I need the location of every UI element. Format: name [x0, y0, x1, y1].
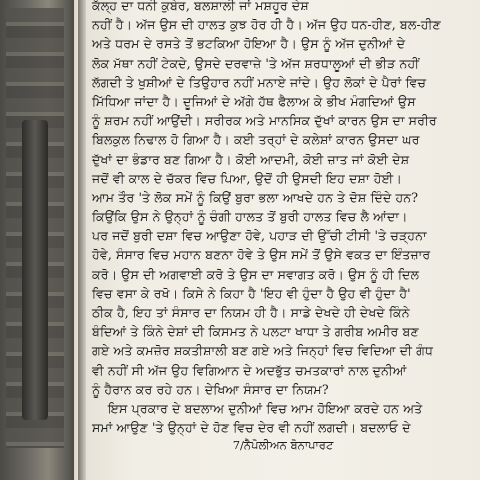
text-line: ਲੋਕ ਮੱਥਾ ਨਹੀਂ ਟੇਕਦੇ, ਉਸਦੇ ਦਰਵਾਜ਼ੇ 'ਤੇ ਅੱਜ ਸ਼ਰਧਾਲੂਆਂ ਦੀ ਭੀੜ ਨਹੀਂ	[92, 55, 420, 71]
paragraph-start-line: ਇਸ ਪ੍ਰਕਾਰ ਦੇ ਬਦਲਾਅ ਦੁਨੀਆਂ ਵਿਚ ਆਮ ਹੋਇਆ ਕਰਦੇ ਹਨ ਅਤੇ	[108, 400, 423, 416]
text-line: ਮਿੱਧਿਆ ਜਾਂਦਾ ਹੈ। ਦੂਜਿਆਂ ਦੇ ਅੱਗੇ ਹੱਥ ਫੈਲਾਅ ਕੇ ਭੀਖ ਮੰਗਦਿਆਂ ਉਸ	[92, 93, 416, 109]
text-line: ਹੋਵੇ, ਸੰਸਾਰ ਵਿਚ ਮਹਾਨ ਬਣਨਾ ਹੋਵੇ ਤੇ ਉਸ ਸਮੇਂ ਤੋਂ ਉਸੇ ਵਕਤ ਦਾ ਇੰਤਜ਼ਾਰ	[92, 247, 431, 263]
text-line: ਜਦੋਂ ਵੀ ਕਾਲ ਦੇ ਚੱਕਰ ਵਿਚ ਪਿਆ, ਉਦੋਂ ਹੀ ਉਸਦੀ ਇਹ ਦਸ਼ਾ ਹੋਈ।	[92, 170, 402, 186]
text-line: ਦੁੱਖਾਂ ਦਾ ਭੰਡਾਰ ਬਣ ਗਿਆ ਹੈ। ਕੋਈ ਆਦਮੀ, ਕੋਈ ਜ਼ਾਤ ਜਾਂ ਕੋਈ ਦੇਸ਼	[92, 151, 410, 167]
text-line: ਬੰਦਿਆਂ ਤੇ ਕਿੰਨੇ ਦੇਸ਼ਾਂ ਦੀ ਕਿਸਮਤ ਨੇ ਪਲਟਾ ਖਾਧਾ ਤੇ ਗਰੀਬ ਅਮੀਰ ਬਣ	[92, 324, 419, 340]
left-page-illustration	[0, 0, 80, 480]
text-line: ਅਤੇ ਧਰਮ ਦੇ ਰਸਤੇ ਤੋਂ ਭਟਕਿਆ ਹੋਇਆ ਹੈ। ਉਸ ਨੂੰ ਅੱਜ ਦੁਨੀਆਂ ਦੇ	[92, 36, 406, 52]
text-line: ਸਮਾਂ ਆਉਣ 'ਤੇ ਉਨ੍ਹਾਂ ਦੇ ਹੋਣ ਵਿਚ ਦੇਰ ਵੀ ਨਹੀਂ ਲਗਦੀ। ਬਦਲਾਓ ਦੇ	[92, 420, 411, 436]
text-line: ਵੀ ਨਹੀਂ ਸੀ ਅੱਜ ਉਹ ਵਿਗਿਆਨ ਦੇ ਅਦਭੁੱਤ ਚਮਤਕਾਰਾਂ ਨਾਲ ਦੁਨੀਆਂ	[92, 362, 407, 378]
text-line: ਨੂੰ ਸ਼ਰਮ ਨਹੀਂ ਆਉਂਦੀ। ਸਰੀਰਕ ਅਤੇ ਮਾਨਸਿਕ ਦੁੱਖਾਂ ਕਾਰਨ ਉਸ ਦਾ ਸਰੀਰ	[92, 113, 437, 129]
text-line: ਵਿਚ ਵਸਾ ਕੇ ਰਖੋ। ਕਿਸੇ ਨੇ ਕਿਹਾ ਹੈ 'ਇਹ ਵੀ ਹੁੰਦਾ ਹੈ ਉਹ ਵੀ ਹੁੰਦਾ ਹੈ'	[92, 285, 411, 301]
text-line: ਠੀਕ ਹੈ, ਇਹ ਤਾਂ ਸੰਸਾਰ ਦਾ ਨਿਯਮ ਹੀ ਹੈ। ਸਾਡੇ ਦੇਖਦੇ ਹੀ ਦੇਖਦੇ ਕਿੰਨੇ	[92, 305, 410, 320]
text-line: ਕੱਲ੍ਹ ਦਾ ਧਨੀ ਕੁਬੇਰ, ਬਲਸ਼ਾਲੀ ਜਾਂ ਮਸ਼ਹੂਰ ਦੇਸ਼	[92, 0, 309, 13]
illustration-pillar	[22, 120, 48, 420]
text-line: ਨੂੰ ਹੈਰਾਨ ਕਰ ਰਹੇ ਹਨ। ਦੇਖਿਆ ਸੰਸਾਰ ਦਾ ਨਿਯਮ?	[92, 381, 329, 397]
text-line: ਕਰੋ। ਉਸ ਦੀ ਅਗਵਾਈ ਕਰੋ ਤੇ ਉਸ ਦਾ ਸਵਾਗਤ ਕਰੋ। ਉਸ ਨੂੰ ਹੀ ਦਿਲ	[92, 266, 420, 282]
text-line: ਬਿਲਕੁਲ ਨਿਢਾਲ ਹੋ ਗਿਆ ਹੈ। ਕਈ ਤਰ੍ਹਾਂ ਦੇ ਕਲੇਸ਼ਾਂ ਕਾਰਨ ਉਸਦਾ ਘਰ	[92, 132, 420, 148]
right-page	[86, 0, 480, 480]
text-line: ਲੱਗਦੀ ਤੇ ਖੁਸ਼ੀਆਂ ਦੇ ਤਿਉਹਾਰ ਨਹੀਂ ਮਨਾਏ ਜਾਂਦੇ। ਉਹ ਲੋਕਾਂ ਦੇ ਪੈਰਾਂ ਵਿਚ	[92, 74, 427, 90]
body-text	[86, 0, 480, 437]
text-line: ਕਿਉਂਕਿ ਉਸ ਨੇ ਉਨ੍ਹਾਂ ਨੂੰ ਚੰਗੀ ਹਾਲਤ ਤੋਂ ਬੁਰੀ ਹਾਲਤ ਵਿਚ ਲੈ ਆਂਦਾ।	[92, 209, 408, 225]
text-line: ਗਏ ਅਤੇ ਕਮਜ਼ੋਰ ਸ਼ਕਤੀਸ਼ਾਲੀ ਬਣ ਗਏ ਅਤੇ ਜਿਨ੍ਹਾਂ ਵਿਚ ਵਿਦਿਆ ਦੀ ਗੰਧ	[92, 343, 434, 359]
text-line: ਨਹੀਂ ਹੈ। ਅੱਜ ਉਸ ਦੀ ਹਾਲਤ ਕੁਝ ਹੋਰ ਹੀ ਹੈ। ਅੱਜ ਉਹ ਧਨ-ਹੀਣ, ਬਲ-ਹੀਣ	[92, 17, 441, 33]
text-line: ਪਰ ਜਦੋਂ ਬੁਰੀ ਦਸ਼ਾ ਵਿਚ ਆਉਣਾ ਹੋਵੇ, ਪਹਾੜ ਦੀ ਉੱਚੀ ਟੀਸੀ 'ਤੇ ਚੜ੍ਹਨਾ	[92, 228, 427, 244]
text-line: ਆਮ ਤੌਰ 'ਤੇ ਲੋਕ ਸਮੇਂ ਨੂੰ ਕਿਉਂ ਬੁਰਾ ਭਲਾ ਆਖਦੇ ਹਨ ਤੇ ਦੋਸ਼ ਦਿੰਦੇ ਹਨ?	[92, 189, 419, 205]
page-footer: 7/ਨੈਪੋਲੀਅਨ ਬੋਨਾਪਾਰਟ	[232, 438, 334, 452]
